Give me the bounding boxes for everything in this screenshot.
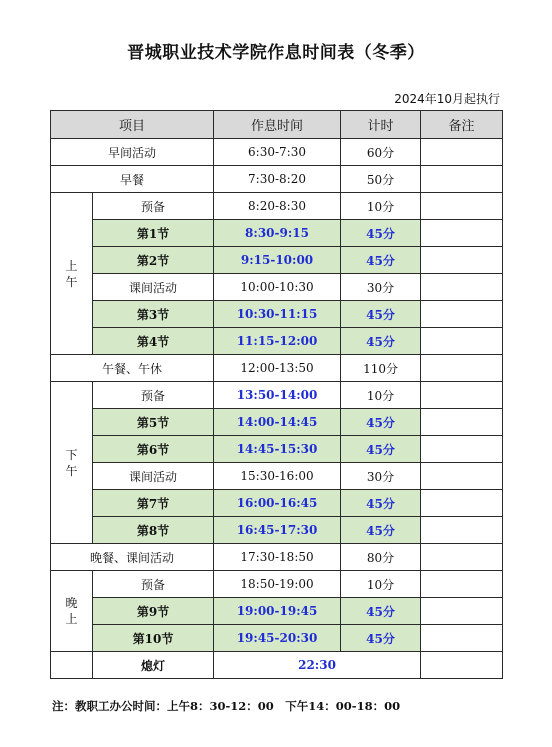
row-remark — [421, 355, 503, 382]
row-item: 预备 — [93, 382, 214, 409]
row-duration: 45分 — [341, 409, 421, 436]
row-duration: 80分 — [341, 544, 421, 571]
table-row — [51, 571, 503, 598]
row-item: 第7节 — [93, 490, 214, 517]
row-item: 第10节 — [93, 625, 214, 652]
row-duration: 45分 — [341, 436, 421, 463]
row-duration: 45分 — [341, 517, 421, 544]
row-duration: 45分 — [341, 490, 421, 517]
row-time: 16:45-17:30 — [214, 517, 341, 544]
row-time: 16:00-16:45 — [214, 490, 341, 517]
row-duration: 10分 — [341, 571, 421, 598]
header-time: 作息时间 — [214, 111, 341, 139]
table-row — [51, 382, 503, 409]
row-item: 早间活动 — [51, 139, 214, 166]
table-row — [51, 409, 503, 436]
row-duration: 30分 — [341, 274, 421, 301]
row-item: 预备 — [93, 193, 214, 220]
header-duration: 计时 — [341, 111, 421, 139]
row-duration: 110分 — [341, 355, 421, 382]
row-remark — [421, 598, 503, 625]
row-time: 19:00-19:45 — [214, 598, 341, 625]
table-row — [51, 193, 503, 220]
row-remark — [421, 571, 503, 598]
row-remark — [421, 166, 503, 193]
table-row — [51, 220, 503, 247]
period-label-eve: 晚 上 — [51, 571, 93, 652]
row-duration: 45分 — [341, 247, 421, 274]
table-row — [51, 625, 503, 652]
row-time: 17:30-18:50 — [214, 544, 341, 571]
table-row — [51, 355, 503, 382]
row-remark — [421, 409, 503, 436]
row-remark — [421, 193, 503, 220]
table-row — [51, 328, 503, 355]
row-time: 18:50-19:00 — [214, 571, 341, 598]
table-row — [51, 652, 503, 679]
period-label-am: 上 午 — [51, 193, 93, 355]
row-time: 14:00-14:45 — [214, 409, 341, 436]
row-item: 熄灯 — [93, 652, 214, 679]
table-row — [51, 301, 503, 328]
row-item: 第2节 — [93, 247, 214, 274]
row-time: 19:45-20:30 — [214, 625, 341, 652]
row-remark — [421, 247, 503, 274]
row-duration: 50分 — [341, 166, 421, 193]
row-remark — [421, 652, 503, 679]
row-empty — [51, 652, 93, 679]
table-row — [51, 490, 503, 517]
office-hours-note: 注：教职工办公时间：上午8：30-12：00 下午14：00-18：00 — [52, 699, 401, 713]
row-time: 22:30 — [214, 652, 421, 679]
effective-date: 2024年10月起执行 — [394, 92, 500, 106]
table-row — [51, 166, 503, 193]
row-duration: 45分 — [341, 625, 421, 652]
row-time: 11:15-12:00 — [214, 328, 341, 355]
row-remark — [421, 490, 503, 517]
row-item: 第4节 — [93, 328, 214, 355]
table-row — [51, 274, 503, 301]
row-item: 第1节 — [93, 220, 214, 247]
row-item: 第8节 — [93, 517, 214, 544]
table-row — [51, 139, 503, 166]
row-remark — [421, 436, 503, 463]
row-duration: 45分 — [341, 598, 421, 625]
header-remark: 备注 — [421, 111, 503, 139]
row-time: 9:15-10:00 — [214, 247, 341, 274]
row-time: 8:30-9:15 — [214, 220, 341, 247]
row-item: 第9节 — [93, 598, 214, 625]
row-remark — [421, 517, 503, 544]
period-label-pm: 下 午 — [51, 382, 93, 544]
row-duration: 45分 — [341, 301, 421, 328]
row-remark — [421, 544, 503, 571]
page-title: 晋城职业技术学院作息时间表（冬季） — [127, 43, 425, 63]
row-remark — [421, 139, 503, 166]
row-time: 6:30-7:30 — [214, 139, 341, 166]
header-item: 项目 — [51, 111, 214, 139]
schedule-table — [50, 110, 503, 679]
row-time: 10:30-11:15 — [214, 301, 341, 328]
row-duration: 10分 — [341, 382, 421, 409]
row-item: 第6节 — [93, 436, 214, 463]
row-time: 8:20-8:30 — [214, 193, 341, 220]
row-remark — [421, 625, 503, 652]
row-time: 12:00-13:50 — [214, 355, 341, 382]
row-duration: 45分 — [341, 220, 421, 247]
row-remark — [421, 274, 503, 301]
row-item: 课间活动 — [93, 274, 214, 301]
row-item: 晚餐、课间活动 — [51, 544, 214, 571]
table-row — [51, 463, 503, 490]
table-row — [51, 436, 503, 463]
row-item: 第5节 — [93, 409, 214, 436]
table-row — [51, 517, 503, 544]
row-duration: 45分 — [341, 328, 421, 355]
row-item: 预备 — [93, 571, 214, 598]
row-time: 14:45-15:30 — [214, 436, 341, 463]
table-row — [51, 598, 503, 625]
row-item: 早餐 — [51, 166, 214, 193]
row-duration: 10分 — [341, 193, 421, 220]
table-header-row — [51, 111, 503, 139]
row-remark — [421, 220, 503, 247]
row-time: 15:30-16:00 — [214, 463, 341, 490]
row-remark — [421, 463, 503, 490]
row-remark — [421, 382, 503, 409]
row-item: 课间活动 — [93, 463, 214, 490]
row-item: 午餐、午休 — [51, 355, 214, 382]
row-duration: 60分 — [341, 139, 421, 166]
row-time: 7:30-8:20 — [214, 166, 341, 193]
row-time: 10:00-10:30 — [214, 274, 341, 301]
table-row — [51, 544, 503, 571]
row-item: 第3节 — [93, 301, 214, 328]
row-remark — [421, 328, 503, 355]
row-time: 13:50-14:00 — [214, 382, 341, 409]
row-duration: 30分 — [341, 463, 421, 490]
table-row — [51, 247, 503, 274]
row-remark — [421, 301, 503, 328]
